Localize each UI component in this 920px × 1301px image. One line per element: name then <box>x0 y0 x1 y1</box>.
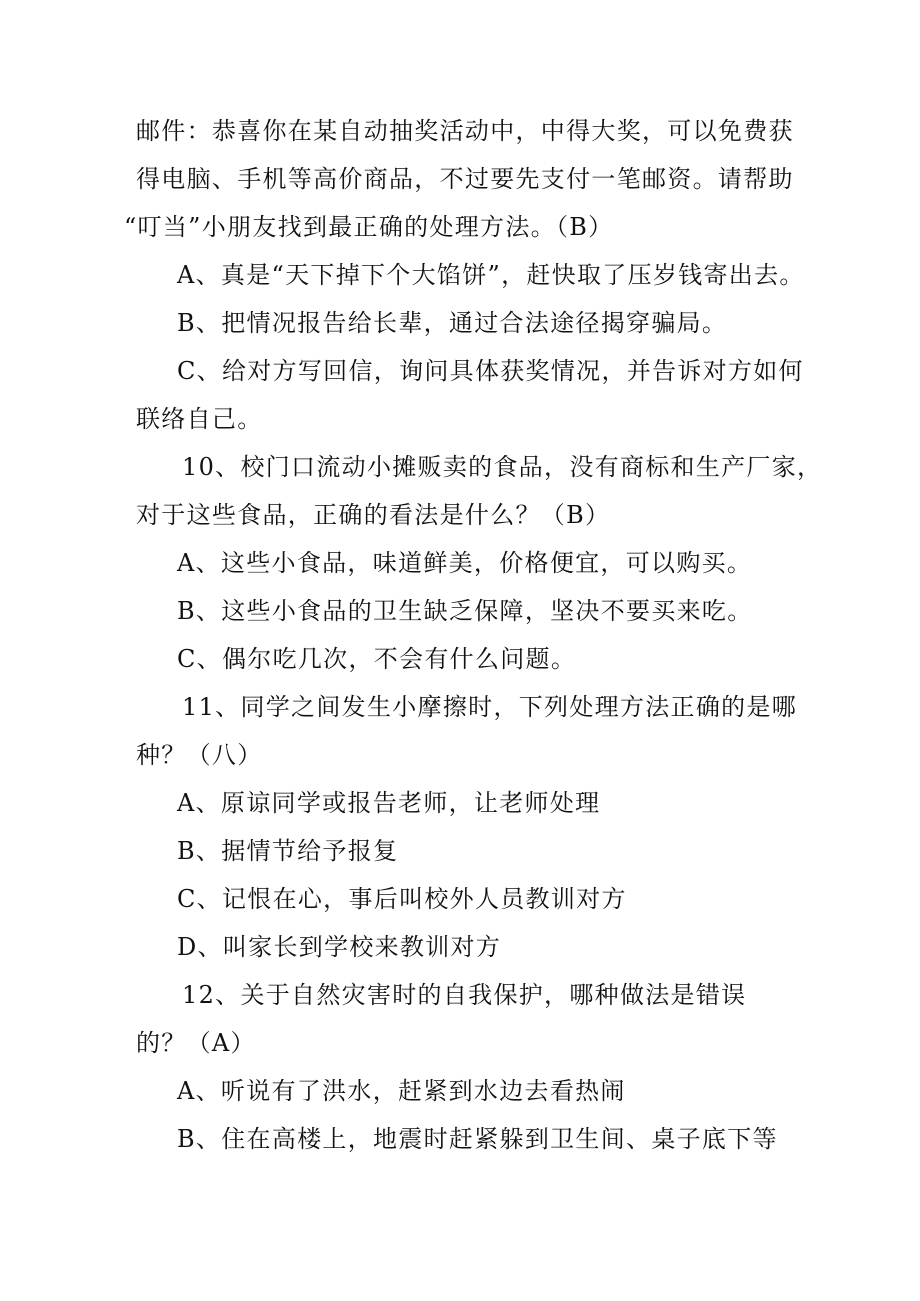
text-line: 对于这些食品，正确的看法是什么？（B） <box>136 501 611 529</box>
question-line: 10、校门口流动小摊贩卖的食品，没有商标和生产厂家， <box>182 453 823 481</box>
option-line: A、真是“天下掉下个大馅饼”，赶快取了压岁钱寄出去。 <box>177 261 805 289</box>
text-line: 得电脑、手机等高价商品，不过要先支付一笔邮资。请帮助 <box>136 165 794 193</box>
option-line: A、听说有了洪水，赶紧到水边去看热闹 <box>177 1077 626 1105</box>
text-line: 的？（A） <box>136 1029 256 1057</box>
option-line: D、叫家长到学校来教训对方 <box>177 933 502 961</box>
option-line: B、这些小食品的卫生缺乏保障，坚决不要买来吃。 <box>177 597 753 625</box>
option-line: B、住在高楼上，地震时赶紧躲到卫生间、桌子底下等 <box>177 1125 778 1153</box>
text-line: 联络自己。 <box>136 405 263 433</box>
option-line: C、偶尔吃几次，不会有什么问题。 <box>177 645 577 673</box>
text-line: 种？（八） <box>136 741 263 769</box>
option-line: A、这些小食品，味道鲜美，价格便宜，可以购买。 <box>177 549 753 577</box>
question-line: 12、关于自然灾害时的自我保护，哪种做法是错误 <box>182 981 747 1009</box>
question-line: 11、同学之间发生小摩擦时，下列处理方法正确的是哪 <box>182 693 798 721</box>
option-line: C、给对方写回信，询问具体获奖情况，并告诉对方如何 <box>177 357 804 385</box>
option-line: A、原谅同学或报告老师，让老师处理 <box>177 789 601 817</box>
option-line: B、据情节给予报复 <box>177 837 399 865</box>
option-line: B、把情况报告给长辈，通过合法途径揭穿骗局。 <box>177 309 728 337</box>
text-line: 邮件：恭喜你在某自动抽奖活动中，中得大奖，可以免费获 <box>136 117 794 145</box>
text-line: “叮当”小朋友找到最正确的处理方法。（B） <box>124 213 614 241</box>
option-line: C、记恨在心，事后叫校外人员教训对方 <box>177 885 627 913</box>
